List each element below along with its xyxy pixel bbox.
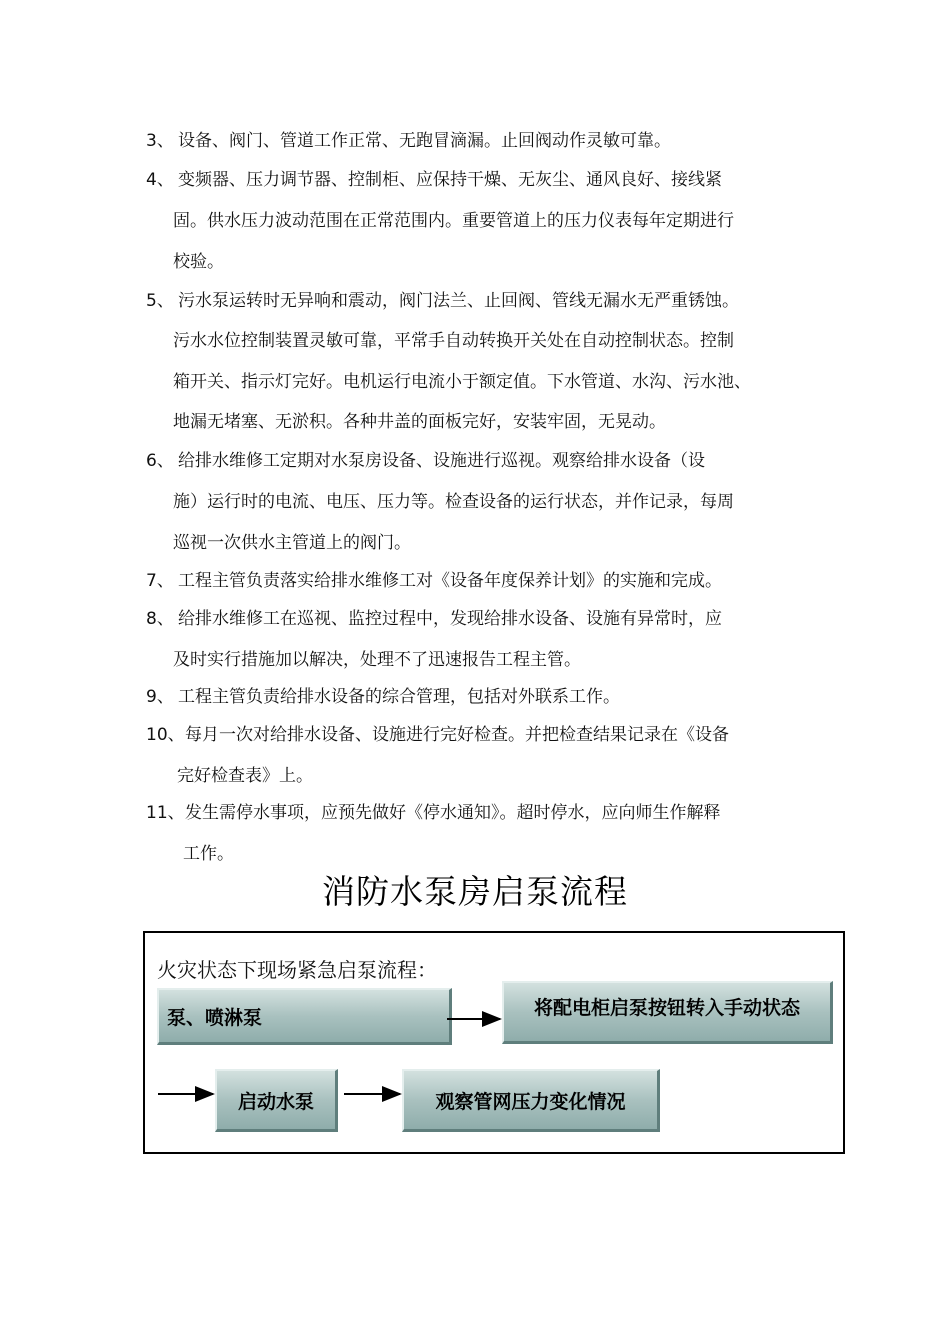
item-line: 工程主管负责落实给排水维修工对《设备年度保养计划》的实施和完成。 xyxy=(178,571,722,591)
item-line: 每月一次对给排水设备、设施进行完好检查。并把检查结果记录在《设备 xyxy=(185,725,729,745)
section-title: 消防水泵房启泵流程 xyxy=(322,872,628,911)
item-line: 施）运行时的电流、电压、压力等。检查设备的运行状态，并作记录，每周 xyxy=(173,492,734,512)
item-line: 污水泵运转时无异响和震动，阀门法兰、止回阀、管线无漏水无严重锈蚀。 xyxy=(178,291,739,311)
flow-step-label: 泵、喷淋泵 xyxy=(167,1006,263,1029)
item-number: 10、 xyxy=(146,725,185,745)
item-line: 污水水位控制装置灵敏可靠，平常手自动转换开关处在自动控制状态。控制 xyxy=(173,331,734,351)
item-line: 地漏无堵塞、无淤积。各种井盖的面板完好，安装牢固，无晃动。 xyxy=(173,412,666,432)
item-line: 给排水维修工在巡视、监控过程中，发现给排水设备、设施有异常时，应 xyxy=(178,609,722,629)
item-line: 箱开关、指示灯完好。电机运行电流小于额定值。下水管道、水沟、污水池、 xyxy=(173,372,751,392)
flow-step-label: 启动水泵 xyxy=(237,1090,314,1113)
item-line: 完好检查表》上。 xyxy=(177,766,313,786)
item-number: 11、 xyxy=(146,803,185,823)
item-number: 3、 xyxy=(146,131,174,151)
item-number: 7、 xyxy=(146,571,174,591)
item-line: 工程主管负责给排水设备的综合管理，包括对外联系工作。 xyxy=(178,687,620,707)
item-number: 9、 xyxy=(146,687,174,707)
flow-step-label: 将配电柜启泵按钮转入手动状态 xyxy=(533,997,800,1019)
item-line: 巡视一次供水主管道上的阀门。 xyxy=(173,533,411,553)
flow-label: 火灾状态下现场紧急启泵流程： xyxy=(157,958,437,982)
item-line: 给排水维修工定期对水泵房设备、设施进行巡视。观察给排水设备（设 xyxy=(178,451,705,471)
item-line: 工作。 xyxy=(183,844,234,864)
item-number: 5、 xyxy=(146,291,174,311)
item-line: 固。供水压力波动范围在正常范围内。重要管道上的压力仪表每年定期进行 xyxy=(173,211,734,231)
item-line: 设备、阀门、管道工作正常、无跑冒滴漏。止回阀动作灵敏可靠。 xyxy=(178,131,671,151)
item-number: 4、 xyxy=(146,170,174,190)
item-line: 及时实行措施加以解决，处理不了迅速报告工程主管。 xyxy=(173,650,581,670)
item-line: 变频器、压力调节器、控制柜、应保持干燥、无灰尘、通风良好、接线紧 xyxy=(178,170,722,190)
item-number: 6、 xyxy=(146,451,174,471)
item-line: 校验。 xyxy=(173,252,224,272)
flow-step-label: 观察管网压力变化情况 xyxy=(435,1090,626,1113)
item-line: 发生需停水事项，应预先做好《停水通知》。超时停水，应向师生作解释 xyxy=(185,803,721,823)
item-number: 8、 xyxy=(146,609,174,629)
